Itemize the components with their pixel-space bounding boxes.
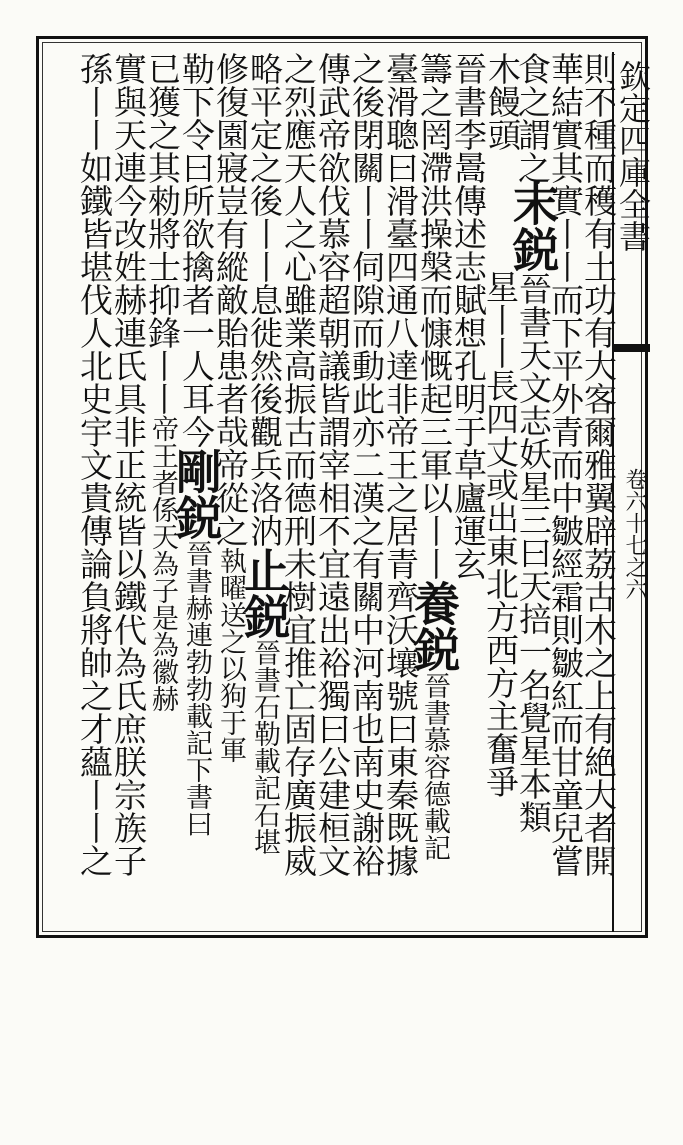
text-column: 孫丨丨如鐵皆堪伐人北史宇文貴傳論負將帥之才蘊丨丨之: [75, 52, 114, 877]
text-column: 星丨丨長四丈或出東北方西方主奮爭: [481, 270, 520, 798]
heading-term: 剛鋭: [169, 448, 223, 540]
text-column: 之烈應天人之心雖業高振古而德刑未樹宜推亡固存廣振威: [279, 52, 318, 877]
text-column: 木饅頭: [483, 52, 522, 151]
text-column: 已獲之其勑將士抑鋒丨丨帝王者係天為子是為徽赫: [143, 52, 182, 712]
text-column: 修復園寢豈有縱敵貽患者哉帝從之執曜送之以狗于軍: [211, 52, 250, 763]
text-column: 則不種而穫有土功有大客爾雅翼辟荔古木之上有絶大者開: [579, 52, 618, 877]
library-title: 欽定四庫全書: [614, 60, 652, 252]
text-column: 晉書李暠傳述志賦想孔明于草廬運玄: [449, 52, 488, 580]
text-column: 勒下令曰所欲擒者一人耳今剛鋭晉書赫連勃勃載記下書曰: [169, 52, 223, 837]
volume-label: 卷六十七之六: [622, 468, 647, 600]
text-column: 之後閉關丨丨伺隙而動此亦二漢之有關中河南也南史謝裕: [347, 52, 386, 877]
heading-term: 止鋭: [237, 547, 291, 639]
text-column: 實與天連今改姓赫連氏具非正統皆以鐵代為氏庶朕宗族子: [109, 52, 148, 877]
text-column: 略平定之後丨丨息徙然後觀兵洛汭止鋭晉書石勒載記石堪: [237, 52, 291, 855]
text-column: 食之謂之: [513, 52, 552, 184]
text-column: 末鋭晉書天文志妖星三曰天掊一名覺星本類: [506, 180, 560, 833]
text-column: 籌之罔滯洪操槃而慷慨起三軍以丨丨養鋭晉書慕容德載記: [407, 52, 461, 861]
text-column: 華結實其實丨丨而下平外青而中皺經霜則皺紅而甘童兒嘗: [546, 52, 585, 877]
heading-term: 養鋭: [407, 580, 461, 672]
heading-term: 末鋭: [506, 180, 560, 272]
text-column: 傳武帝欲伐慕容超朝議皆謂宰相不宜遠出裕獨曰公建桓文: [313, 52, 352, 877]
text-column: 臺滑聰曰滑臺四通八達非帝王之居青齊沃壤號曰東秦既據: [381, 52, 420, 877]
